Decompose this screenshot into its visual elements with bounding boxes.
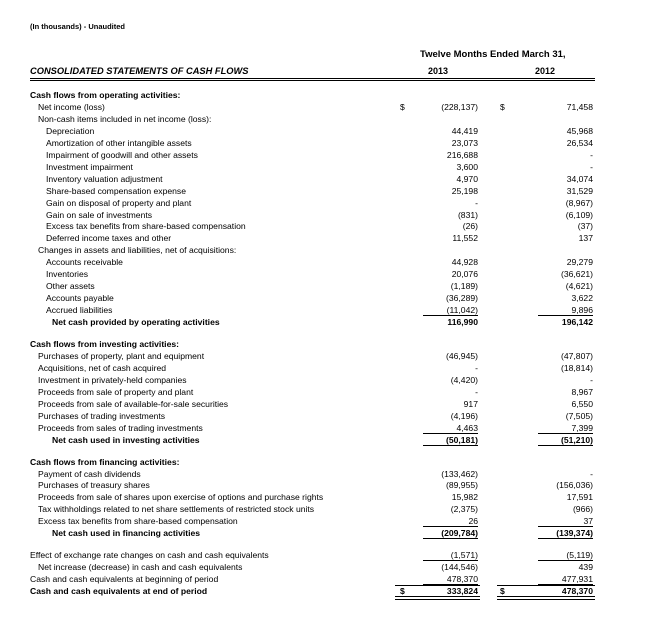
row-label: Proceeds from sale of property and plant: [38, 386, 194, 397]
row-label: Cash flows from investing activities:: [30, 339, 179, 349]
value-2013: (831): [457, 209, 478, 220]
row-label: Proceeds from sale of shares upon exercise of options and purchase rights: [38, 492, 324, 503]
value-2013: (36,289): [445, 293, 478, 304]
value-2013: (50,181): [445, 434, 478, 445]
value-2013: 44,928: [451, 257, 478, 268]
header-rule: [30, 78, 595, 79]
value-2012: 478,370: [561, 586, 593, 597]
value-2012: 31,529: [566, 185, 593, 196]
subtotal-rule-2012: [538, 560, 593, 561]
row-label: Proceeds from sale of available-for-sale securities: [38, 398, 229, 409]
row-label: Investment in privately-held companies: [38, 374, 187, 385]
row-label: Effect of exchange rate changes on cash and cash equivalents: [30, 550, 269, 561]
row-label: Excess tax benefits from share-based compensation: [46, 221, 246, 232]
row-label: Inventory valuation adjustment: [46, 173, 163, 184]
value-2013: -: [475, 197, 478, 208]
row-label: Investment impairment: [46, 161, 133, 172]
value-2012: 29,279: [566, 257, 593, 268]
header-rule-2: [30, 80, 595, 81]
currency-symbol-2012: $: [500, 101, 505, 112]
row-label: Net cash used in investing activities: [52, 434, 200, 445]
value-2012: -: [590, 374, 593, 385]
subtotal-rule-2013: [423, 315, 478, 316]
row-label: Other assets: [46, 281, 95, 292]
row-label: Gain on disposal of property and plant: [46, 197, 192, 208]
value-2013: 216,688: [446, 149, 478, 160]
value-2012: 9,896: [571, 305, 593, 316]
value-2012: -: [590, 468, 593, 479]
value-2012: 71,458: [566, 101, 593, 112]
value-2013: (4,196): [450, 410, 478, 421]
row-label: Tax withholdings related to net share settlements of restricted stock units: [38, 504, 315, 515]
value-2012: 26,534: [566, 137, 593, 148]
value-2013: (11,042): [446, 305, 478, 316]
subtotal-rule-2012: [538, 526, 593, 527]
value-2012: 45,968: [566, 125, 593, 136]
value-2013: 3,600: [456, 161, 478, 172]
row-label: Non-cash items included in net income (loss):: [38, 113, 212, 124]
value-2012: (36,621): [560, 269, 593, 280]
row-label: Changes in assets and liabilities, net of acquisitions:: [38, 245, 237, 256]
value-2013: 11,552: [452, 233, 478, 244]
value-2012: (5,119): [566, 550, 593, 561]
value-2012: 477,931: [561, 574, 593, 585]
grand-total-double-rule-2013: [395, 596, 480, 600]
value-2012: -: [590, 149, 593, 160]
row-label: Accounts receivable: [46, 257, 123, 268]
value-2013: 4,970: [456, 173, 478, 184]
row-label: Cash and cash equivalents at beginning of period: [30, 574, 219, 585]
value-2013: 23,073: [451, 137, 478, 148]
row-label: Amortization of other intangible assets: [46, 137, 192, 148]
value-2012: 17,591: [566, 492, 593, 503]
value-2013: 20,076: [451, 269, 478, 280]
row-label: Deferred income taxes and other: [46, 233, 172, 244]
value-2012: 7,399: [571, 422, 593, 433]
value-2012: -: [590, 161, 593, 172]
value-2013: 478,370: [446, 574, 478, 585]
total-rule-2012: [538, 538, 593, 539]
value-2013: (1,189): [450, 281, 478, 292]
value-2012: 3,622: [571, 293, 593, 304]
row-label: Net increase (decrease) in cash and cash equivalents: [38, 562, 243, 573]
value-2012: (8,967): [565, 197, 593, 208]
value-2012: 6,550: [571, 398, 593, 409]
value-2012: (966): [572, 504, 593, 515]
value-2012: (7,505): [565, 410, 593, 421]
row-label: Accrued liabilities: [46, 305, 113, 316]
value-2013: (89,955): [445, 480, 478, 491]
value-2012: (47,807): [560, 350, 593, 361]
value-2013: 4,463: [456, 422, 478, 433]
value-2013: -: [475, 386, 478, 397]
value-2012: 37: [583, 516, 593, 527]
subtotal-rule-2013: [423, 433, 478, 434]
value-2013: (26): [462, 221, 478, 232]
row-label: Proceeds from sales of trading investments: [38, 422, 203, 433]
row-label: Net income (loss): [38, 101, 105, 112]
row-label: Excess tax benefits from share-based compensation: [38, 516, 238, 527]
value-2013: 333,824: [446, 586, 478, 597]
value-2012: (4,621): [565, 281, 593, 292]
subtotal-rule-2013: [423, 526, 478, 527]
value-2013: -: [475, 362, 478, 373]
value-2013: 44,419: [451, 125, 478, 136]
subtotal-rule-2012: [538, 433, 593, 434]
row-label: Cash flows from operating activities:: [30, 90, 181, 100]
value-2012: 196,142: [561, 317, 593, 328]
value-2012: (156,036): [556, 480, 593, 491]
subtotal-rule-2013: [423, 560, 478, 561]
currency-symbol-2013: $: [400, 586, 405, 597]
total-rule-2012: [538, 445, 593, 446]
value-2013: 25,198: [451, 185, 478, 196]
value-2013: (1,571): [450, 550, 478, 561]
grand-total-top-rule-2013: [395, 585, 480, 586]
subtotal-rule-2012: [538, 315, 593, 316]
period-header: Twelve Months Ended March 31,: [420, 49, 566, 60]
value-2013: 116,990: [447, 317, 478, 328]
row-label: Accounts payable: [46, 293, 114, 304]
value-2012: 137: [578, 233, 593, 244]
units-note: (In thousands) - Unaudited: [30, 22, 125, 31]
row-label: Cash and cash equivalents at end of period: [30, 586, 208, 597]
row-label: Acquisitions, net of cash acquired: [38, 362, 167, 373]
row-label: Share-based compensation expense: [46, 185, 186, 196]
value-2013: (4,420): [450, 374, 478, 385]
value-2013: (46,945): [445, 350, 478, 361]
grand-total-double-rule-2012: [497, 596, 595, 600]
row-label: Cash flows from financing activities:: [30, 456, 180, 467]
value-2012: 8,967: [571, 386, 593, 397]
currency-symbol-2013: $: [400, 101, 405, 112]
row-label: Gain on sale of investments: [46, 209, 153, 220]
row-label: Purchases of trading investments: [38, 410, 166, 421]
value-2013: (144,546): [441, 562, 478, 573]
value-2013: 26: [468, 516, 478, 527]
row-label: Purchases of treasury shares: [38, 480, 150, 491]
value-2013: (133,462): [441, 468, 478, 479]
row-label: Depreciation: [46, 125, 95, 136]
year-2013-header: 2013: [428, 66, 449, 76]
row-label: Purchases of property, plant and equipment: [38, 350, 205, 361]
year-2012-header: 2012: [535, 66, 556, 76]
row-label: Net cash used in financing activities: [52, 528, 201, 539]
value-2012: (18,814): [560, 362, 593, 373]
value-2012: (37): [577, 221, 593, 232]
value-2013: (228,137): [441, 101, 478, 112]
value-2012: (51,210): [560, 434, 593, 445]
value-2012: 34,074: [566, 173, 593, 184]
row-label: Net cash provided by operating activities: [52, 317, 220, 328]
value-2012: (139,374): [556, 528, 593, 539]
currency-symbol-2012: $: [500, 586, 505, 597]
row-label: Inventories: [46, 269, 89, 280]
value-2012: (6,109): [565, 209, 593, 220]
value-2013: (2,375): [450, 504, 478, 515]
statement-title: CONSOLIDATED STATEMENTS OF CASH FLOWS: [30, 66, 249, 76]
total-rule-2013: [423, 538, 478, 539]
row-label: Payment of cash dividends: [38, 468, 141, 479]
total-rule-2013: [423, 445, 478, 446]
row-label: Impairment of goodwill and other assets: [46, 149, 198, 160]
grand-total-top-rule-2012: [497, 585, 595, 586]
value-2013: 917: [463, 398, 478, 409]
value-2013: (209,784): [441, 528, 478, 539]
value-2012: 439: [578, 562, 593, 573]
value-2013: 15,982: [451, 492, 478, 503]
